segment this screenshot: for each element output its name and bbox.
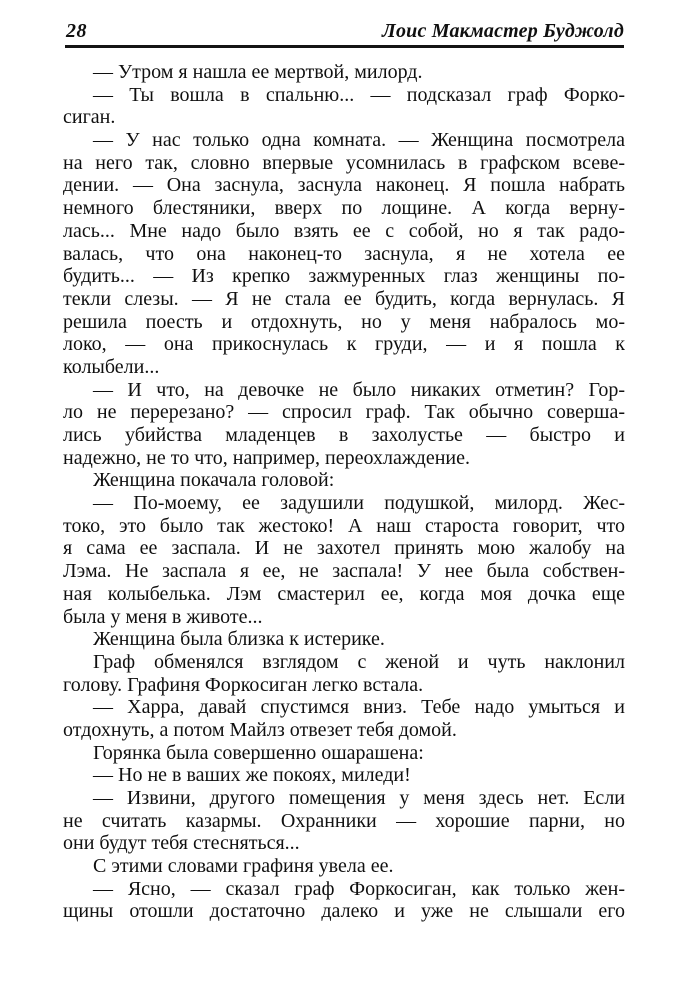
paragraph: [63, 469, 625, 492]
text-line: — Ясно, — сказал граф Форкосиган, как только жен-: [93, 877, 625, 900]
page-number: 28: [66, 20, 87, 42]
paragraph: [63, 84, 625, 129]
text-line: Женщина покачала головой:: [93, 469, 335, 492]
text-line: не считать казармы. Охранники — хорошие парни, но: [63, 809, 625, 832]
text-line: сиган.: [63, 106, 116, 129]
paragraph: [63, 379, 625, 470]
paragraph: [63, 492, 625, 628]
paragraph: [63, 651, 625, 696]
text-line: локо, — она прикоснулась к груди, — и я пошла к: [63, 333, 625, 356]
text-line: — Харра, давай спустимся вниз. Тебе надо умыться и: [93, 696, 625, 719]
text-line: лась... Мне надо было взять ее с собой, но я так радо-: [63, 219, 625, 242]
paragraph: [63, 696, 625, 741]
text-line: Лэма. Не заспала я ее, не заспала! У нее была собствен-: [63, 560, 625, 583]
page-header: [66, 17, 624, 43]
text-line: ная колыбелька. Лэм смастерил ее, когда моя дочка еще: [63, 582, 625, 605]
text-line: колыбели...: [63, 355, 160, 378]
paragraph: [63, 742, 625, 765]
text-line: решила поесть и отдохнуть, но у меня набралось мо-: [63, 310, 625, 333]
text-line: токо, это было так жестоко! А наш староста говорит, что: [63, 514, 625, 537]
text-line: — Утром я нашла ее мертвой, милорд.: [93, 61, 423, 83]
text-line: Женщина была близка к истерике.: [93, 628, 385, 651]
text-line: голову. Графиня Форкосиган легко встала.: [63, 673, 424, 696]
text-line: отдохнуть, а потом Майлз отвезет тебя домой.: [63, 718, 457, 741]
text-line: будить... — Из крепко зажмуренных глаз женщины по-: [63, 265, 625, 288]
text-line: С этими словами графиня увела ее.: [93, 855, 394, 878]
text-line: надежно, не то что, например, переохлаждение.: [63, 446, 470, 469]
text-line: на него так, словно впервые усомнилась в графском всеве-: [63, 151, 625, 174]
paragraph: [63, 855, 625, 878]
page-body: [63, 61, 625, 923]
text-line: дении. — Она заснула, заснула наконец. Я пошла набрать: [63, 174, 625, 197]
text-line: — Ты вошла в спальню... — подсказал граф Форко-: [93, 83, 625, 106]
paragraph: [63, 878, 625, 923]
text-line: я сама ее заспала. И не захотел принять мою жалобу на: [63, 537, 625, 560]
text-line: они будут тебя стесняться...: [63, 832, 300, 855]
text-line: Горянка была совершенно ошарашена:: [93, 741, 424, 764]
text-line: текли слезы. — Я не стала ее будить, когда вернулась. Я: [63, 287, 625, 310]
paragraph: [63, 628, 625, 651]
header-rule: [65, 45, 624, 48]
text-line: — По-моему, ее задушили подушкой, милорд. Жес-: [93, 492, 625, 515]
paragraph: [63, 787, 625, 855]
text-line: ло не перерезано? — спросил граф. Так обычно соверша-: [63, 401, 625, 424]
text-line: Граф обменялся взглядом с женой и чуть наклонил: [93, 650, 625, 673]
text-line: щины отошли достаточно далеко и уже не слышали его: [63, 900, 625, 923]
running-title: Лоис Макмастер Буджолд: [382, 20, 624, 42]
text-line: — Извини, другого помещения у меня здесь нет. Если: [93, 787, 625, 809]
text-line: — У нас только одна комната. — Женщина посмотрела: [93, 129, 625, 152]
text-line: — И что, на девочке не было никаких отметин? Гор-: [93, 378, 625, 401]
text-line: была у меня в животе...: [63, 605, 263, 628]
text-line: валась, что она наконец-то заснула, я не хотела ее: [63, 242, 625, 265]
text-line: — Но не в ваших же покоях, миледи!: [93, 764, 411, 787]
paragraph: [63, 129, 625, 379]
text-line: лись убийства младенцев в захолустье — быстро и: [63, 424, 625, 446]
text-line: немного блестяники, вверх по лощине. А когда верну-: [63, 197, 625, 220]
paragraph: [63, 61, 625, 84]
paragraph: [63, 764, 625, 787]
